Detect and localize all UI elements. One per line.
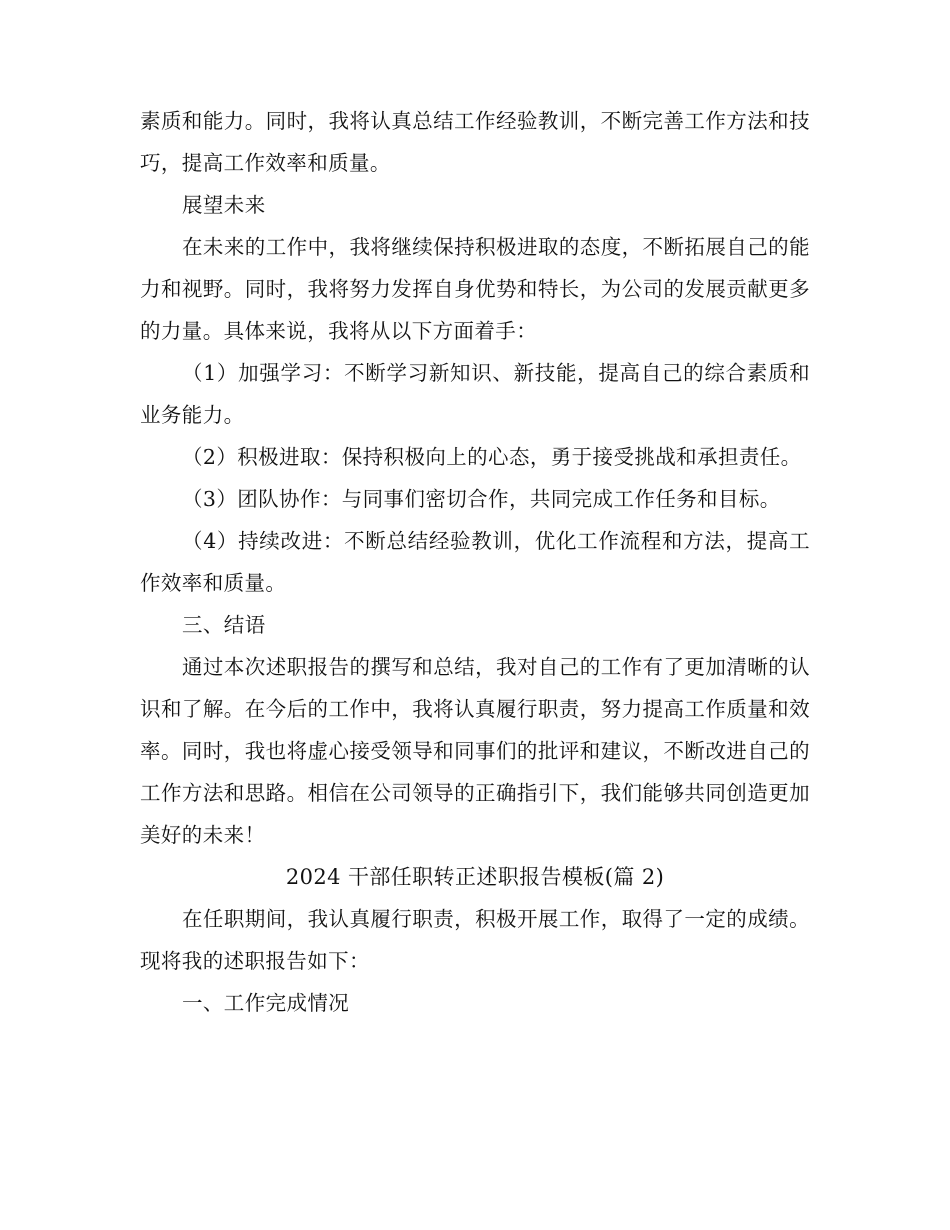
list-item-3: （3）团队协作：与同事们密切合作，共同完成工作任务和目标。 [182, 487, 781, 511]
paragraph-intro: 在任职期间，我认真履行职责，积极开展工作，取得了一定的成绩。现将我的述职报告如下： [140, 907, 810, 973]
list-item-4: （4）持续改进：不断总结经验教训，优化工作流程和方法，提高工作效率和质量。 [140, 529, 810, 595]
list-item-2: （2）积极进取：保持积极向上的心态，勇于接受挑战和承担责任。 [182, 445, 802, 469]
paragraph-continued: 素质和能力。同时，我将认真总结工作经验教训，不断完善工作方法和技巧，提高工作效率和质量。 [140, 109, 810, 175]
section-heading-conclusion: 三、结语 [182, 613, 266, 637]
document-title: 2024 干部任职转正述职报告模板(篇 2) [285, 865, 665, 889]
paragraph-future-work: 在未来的工作中，我将继续保持积极进取的态度，不断拓展自己的能力和视野。同时，我将努力发挥自身优势和特长，为公司的发展贡献更多的力量。具体来说，我将从以下方面着手： [140, 235, 810, 343]
list-item-1: （1）加强学习：不断学习新知识、新技能，提高自己的综合素质和业务能力。 [140, 361, 810, 427]
paragraph-conclusion: 通过本次述职报告的撰写和总结，我对自己的工作有了更加清晰的认识和了解。在今后的工作中，我将认真履行职责，努力提高工作质量和效率。同时，我也将虚心接受领导和同事们的批评和建议，不断改进自己的工作方法和思路。相信在公司领导的正确指引下，我们能够共同创造更加美好的未来！ [140, 655, 810, 847]
section-heading-outlook: 展望未来 [182, 193, 266, 217]
section-heading-work-status: 一、工作完成情况 [182, 991, 350, 1015]
document-page [140, 100, 810, 1024]
